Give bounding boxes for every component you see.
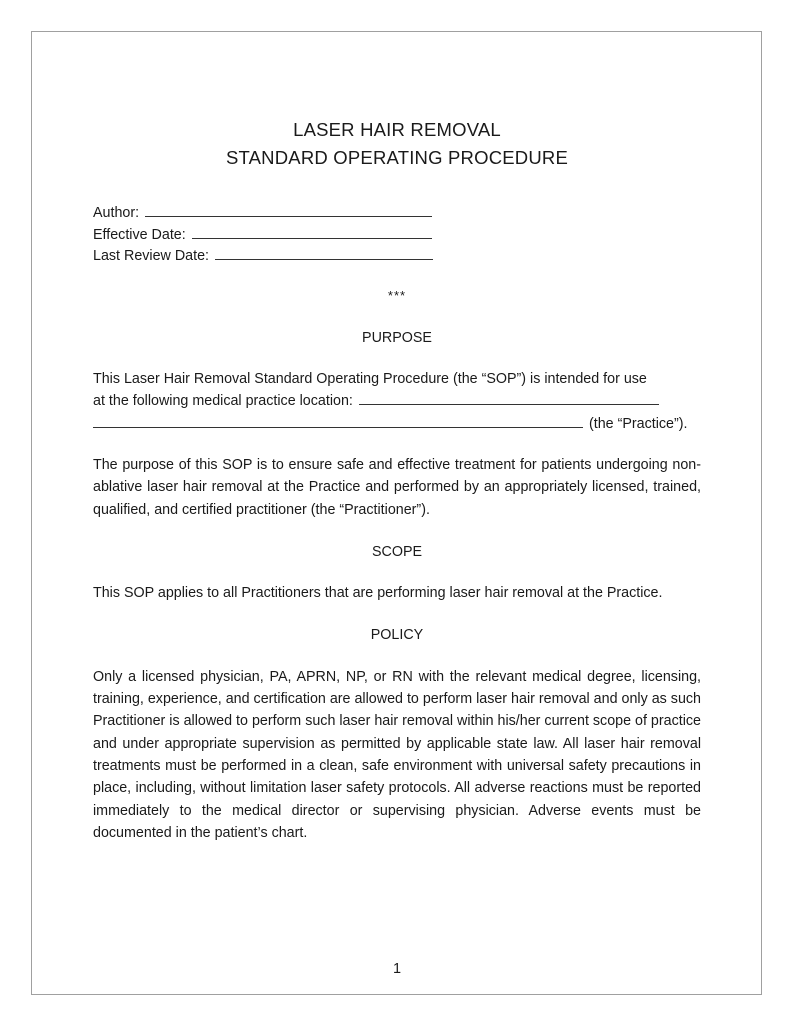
effective-date-field (93, 224, 701, 246)
last-review-date-field (93, 245, 701, 267)
author-field (93, 202, 701, 224)
scope-paragraph: This SOP applies to all Practitioners that are performing laser hair removal at the Practice. (93, 585, 663, 602)
document-body (93, 116, 701, 844)
purpose-line-2 (93, 390, 701, 412)
policy-heading: POLICY (370, 627, 424, 644)
purpose-location-label: at the following medical practice location: (93, 393, 353, 410)
purpose-heading: PURPOSE (362, 329, 432, 346)
practice-location-blank-line-2[interactable] (93, 413, 583, 428)
last-review-date-blank-line[interactable] (215, 245, 433, 260)
last-review-date-label: Last Review Date: (93, 248, 210, 264)
purpose-paragraph-2: The purpose of this SOP is to ensure safe and effective treatment for patients undergoing non-ablative laser hair removal at the Practice and performed by an appropriately licensed, trained, qualified, and certified practitioner (the “Practitioner”). (93, 456, 701, 518)
title-line-2: STANDARD OPERATING PROCEDURE (225, 147, 569, 168)
policy-paragraph: Only a licensed physician, PA, APRN, NP, or RN with the relevant medical degree, licensing, training, experience, and certification are allowed to perform laser hair removal and only as such Practitioner is allowed to perform such laser hair removal within his/her current scope of practice and under appropriate supervision as permitted by applicable state law. All laser hair removal treatments must be performed in a clean, safe environment with universal safety precautions in place, including, without limitation laser safety protocols. All adverse reactions must be reported immediately to the medical director or supervising physician. Adverse events must be documented in the patient’s chart. (93, 668, 701, 841)
practice-location-blank-line[interactable] (359, 390, 659, 405)
purpose-line-1: This Laser Hair Removal Standard Operating Procedure (the “SOP”) is intended for use (93, 371, 647, 388)
document-meta-fields (93, 202, 701, 267)
section-separator: *** (387, 287, 407, 303)
page-number: 1 (392, 961, 402, 977)
author-label: Author: (93, 205, 140, 221)
practice-definition: (the “Practice”). (589, 415, 688, 432)
title-line-1: LASER HAIR REMOVAL (293, 119, 501, 140)
effective-date-blank-line[interactable] (192, 224, 432, 239)
effective-date-label: Effective Date: (93, 226, 186, 243)
document-title (93, 116, 701, 172)
author-blank-line[interactable] (145, 202, 432, 217)
scope-heading: SCOPE (371, 543, 423, 560)
purpose-line-3 (93, 413, 701, 435)
purpose-paragraph-1 (93, 368, 701, 435)
